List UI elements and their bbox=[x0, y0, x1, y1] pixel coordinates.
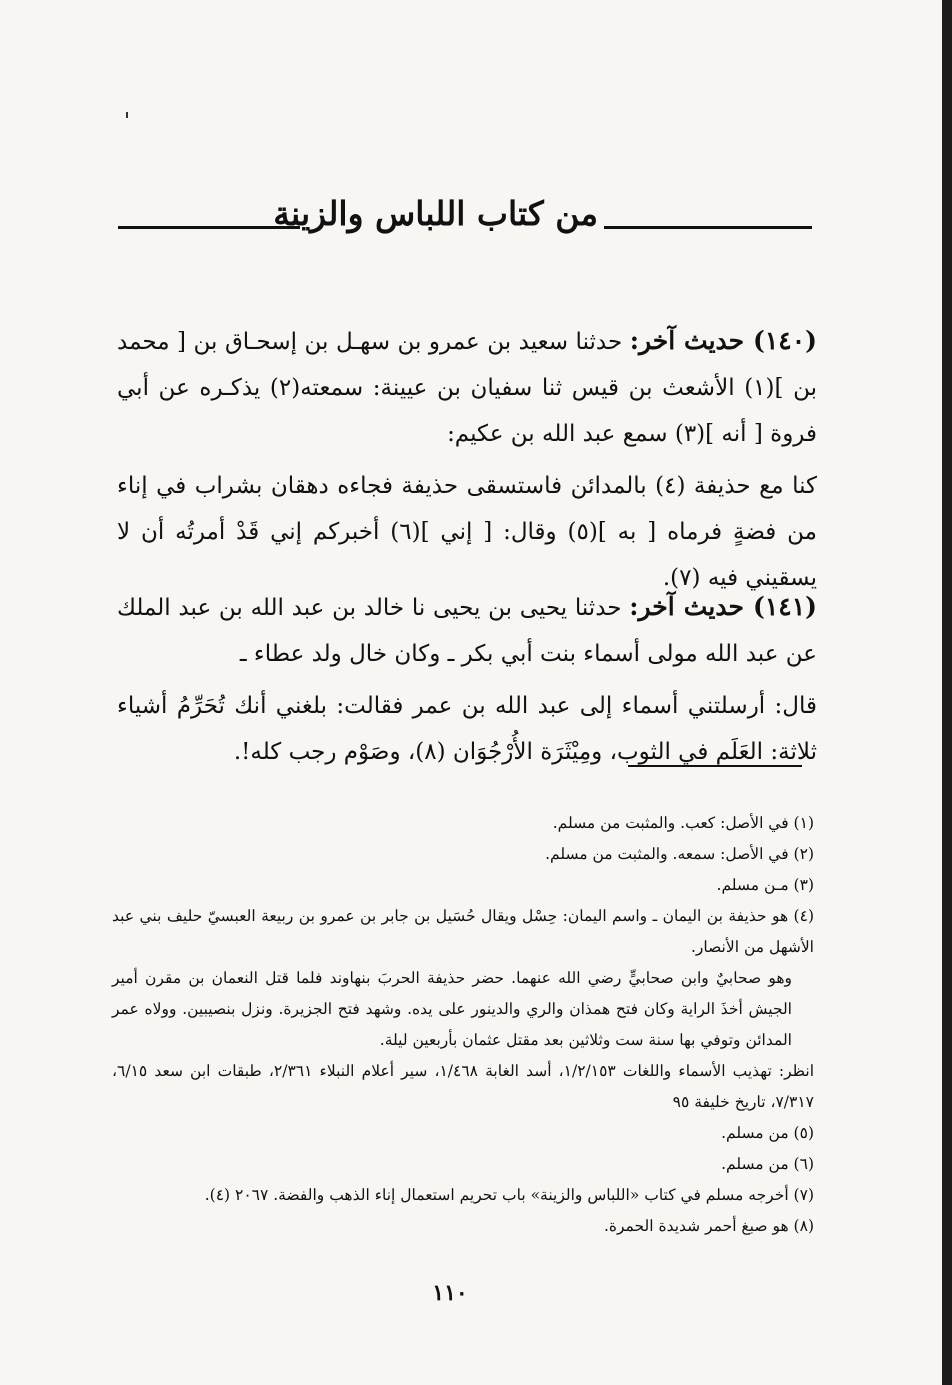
page-number: ١١٠ bbox=[432, 1280, 468, 1306]
hadith-141-isnad-text: حدثنا يحيى بن يحيى نا خالد بن عبد الله بن عبد الملك عن عبد الله مولى أسماء بنت أبي بكر ـ وكان خال ولد عطاء ـ bbox=[117, 595, 817, 667]
chapter-header bbox=[118, 188, 812, 248]
header-rule-right bbox=[604, 226, 812, 229]
footnotes-rule bbox=[628, 765, 802, 767]
footnote-8: (٨) هو صبغ أحمر شديدة الحمرة. bbox=[603, 1217, 814, 1235]
footnotes bbox=[112, 808, 814, 1242]
hadith-141-heading: (١٤١) حديث آخر: bbox=[629, 592, 817, 621]
footnote-2: (٢) في الأصل: سمعه. والمثبت من مسلم. bbox=[545, 845, 814, 863]
hadith-140-isnad-text: حدثنا سعيد بن عمرو بن سهـل بن إسحـاق بن [ محمد بن ](١) الأشعث بن قيس ثنا سفيان بن عيينة: سمعته(٢) يذكـره عن أبي فروة [ أنه ](٣) سمع عبد الله بن عكيم: bbox=[117, 329, 817, 447]
hadith-141-matn: قال: أرسلتني أسماء إلى عبد الله بن عمر فقالت: بلغني أنك تُحَرِّمُ أشياء ثلاثة: العَلَم في الثوب، ومِيْثَرَة الأُرْجُوَان (٨)، وصَوْم رجب كله!. bbox=[117, 693, 817, 765]
footnote-1: (١) في الأصل: كعب. والمثبت من مسلم. bbox=[552, 814, 814, 832]
hadith-141-isnad bbox=[117, 584, 817, 677]
chapter-title: من كتاب اللباس والزينة bbox=[273, 194, 598, 233]
footnote-4-sources: انظر: تهذيب الأسماء واللغات ١/٢/١٥٣، أسد الغابة ١/٤٦٨، سير أعلام النبلاء ٢/٣٦١، طبقات ابن سعد ٦/١٥، ٧/٣١٧، تاريخ خليفة ٩٥ bbox=[112, 1062, 814, 1111]
hadith-140-matn: كنا مع حذيفة (٤) بالمدائن فاستسقى حذيفة فجاءه دهقان بشراب في إناء من فضةٍ فرماه [ به ](٥) وقال: [ إني ](٦) أخبركم إني قَدْ أمرتُه أن لا يسقيني فيه (٧). bbox=[117, 473, 818, 591]
footnote-3: (٣) مـن مسلم. bbox=[716, 876, 814, 894]
hadith-140-isnad bbox=[117, 318, 817, 457]
hadith-141 bbox=[117, 584, 817, 775]
footnote-4-bio: وهو صحابيٌ وابن صحابيٍّ رضي الله عنهما. حضر حذيفة الحربَ بنهاوند فلما قتل النعمان بن مقرن أمير الجيش أخذَ الراية وكان فتح همذان والري والدينور على يده. وشهد فتح الجزيرة. ونزل بنصيبين. وولاه عمر المدائن وتوفي بها سنة ست وثلاثين بعد مقتل عثمان بأربعين ليلة. bbox=[112, 969, 792, 1049]
hadith-140 bbox=[117, 318, 817, 601]
footnote-7: (٧) أخرجه مسلم في كتاب «اللباس والزينة» باب تحريم استعمال إناء الذهب والفضة. ٢٠٦٧ (٤). bbox=[204, 1186, 814, 1204]
footnote-6: (٦) من مسلم. bbox=[721, 1155, 814, 1173]
hadith-140-heading: (١٤٠) حديث آخر: bbox=[629, 326, 817, 355]
footnote-4: (٤) هو حذيفة بن اليمان ـ واسم اليمان: حِسْل ويقال حُسَيل بن جابر بن عمرو بن ربيعة العبسيّ حليف بني عبد الأشهل من الأنصار. bbox=[112, 907, 814, 956]
footnote-5: (٥) من مسلم. bbox=[721, 1124, 814, 1142]
stray-mark bbox=[126, 112, 128, 118]
page-edge bbox=[942, 0, 952, 1385]
